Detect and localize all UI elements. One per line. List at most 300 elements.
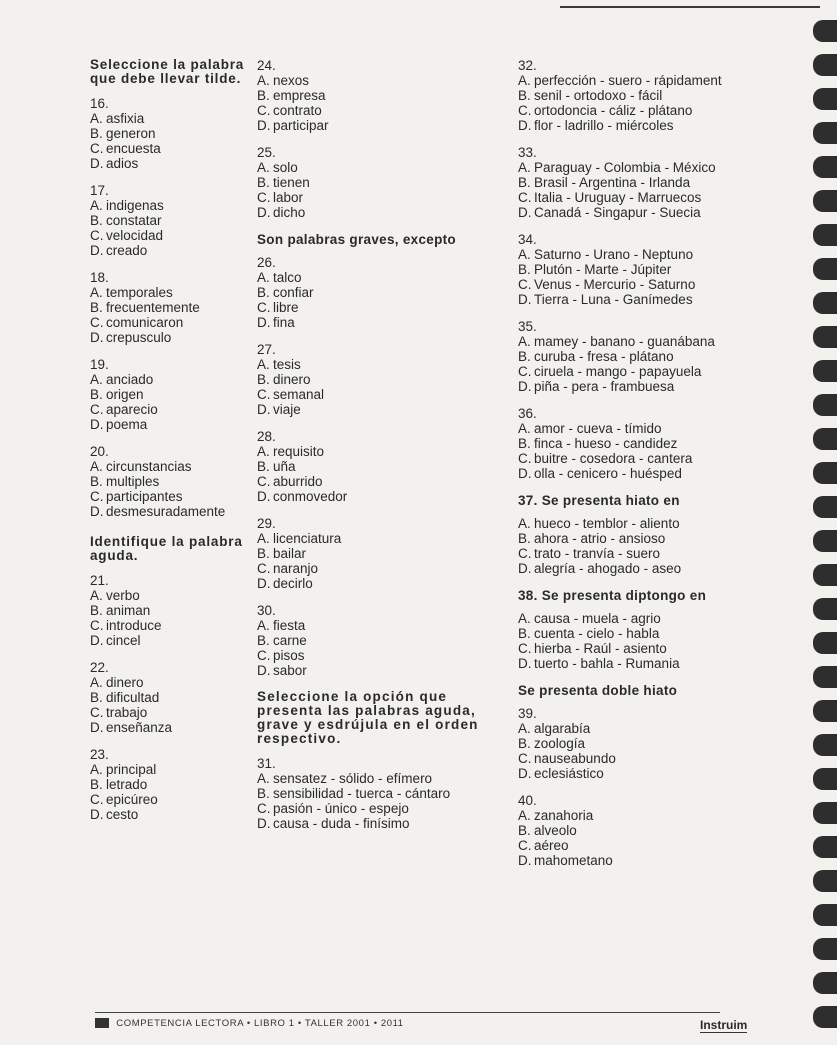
answer-option[interactable] [518, 118, 753, 133]
answer-option[interactable] [90, 807, 275, 822]
question-group [518, 58, 753, 481]
answer-option[interactable] [257, 633, 512, 648]
answer-option[interactable] [518, 516, 753, 531]
option-text: bailar [273, 546, 307, 561]
option-text: comunicaron [106, 315, 184, 330]
question-number: 33. [518, 145, 537, 160]
option-letter: C. [257, 648, 271, 663]
option-letter: B. [257, 459, 270, 474]
question-group [257, 255, 512, 678]
answer-option[interactable] [257, 576, 512, 591]
answer-option[interactable] [90, 330, 275, 345]
option-letter: D. [90, 720, 104, 735]
option-letter: A. [90, 459, 103, 474]
answer-option[interactable] [90, 792, 275, 807]
binding-tab [813, 700, 837, 722]
option-text: curuba - fresa - plátano [534, 349, 674, 364]
option-letter: B. [518, 436, 531, 451]
answer-option[interactable] [518, 277, 753, 292]
column-1 [90, 58, 275, 834]
answer-option[interactable] [518, 349, 753, 364]
question-group [90, 573, 275, 822]
option-text: senil - ortodoxo - fácil [534, 88, 663, 103]
question-item [518, 319, 753, 394]
option-text: amor - cueva - tímido [534, 421, 662, 436]
answer-option[interactable] [90, 504, 275, 519]
option-letter: A. [90, 588, 103, 603]
binding-tab [813, 20, 837, 42]
option-text: algarabía [534, 721, 591, 736]
question-number: 20. [90, 444, 109, 459]
answer-option[interactable] [518, 364, 753, 379]
binding-tab [813, 564, 837, 586]
answer-option[interactable] [518, 175, 753, 190]
option-text: causa - duda - finísimo [273, 816, 410, 831]
answer-option[interactable] [90, 198, 275, 213]
option-letter: C. [257, 103, 271, 118]
answer-option[interactable] [518, 561, 753, 576]
option-letter: A. [257, 771, 270, 786]
option-text: poema [106, 417, 148, 432]
answer-option[interactable] [90, 603, 275, 618]
option-text: alveolo [534, 823, 577, 838]
option-letter: D. [518, 656, 532, 671]
option-letter: A. [518, 334, 531, 349]
answer-option[interactable] [90, 633, 275, 648]
option-text: aéreo [534, 838, 569, 853]
option-letter: C. [518, 103, 532, 118]
answer-option[interactable] [90, 762, 275, 777]
answer-option[interactable] [90, 243, 275, 258]
answer-option[interactable] [90, 474, 275, 489]
question-number: 18. [90, 270, 109, 285]
option-letter: C. [257, 561, 271, 576]
option-letter: B. [257, 546, 270, 561]
option-letter: C. [518, 277, 532, 292]
option-text: sensibilidad - tuerca - cántaro [273, 786, 451, 801]
answer-option[interactable] [257, 648, 512, 663]
section-heading-tilde: Seleccione la palabra que debe llevar tilde. [90, 57, 245, 86]
publisher-logo-icon [95, 1018, 109, 1028]
answer-option[interactable] [90, 126, 275, 141]
binding-tab [813, 292, 837, 314]
answer-option[interactable] [90, 141, 275, 156]
answer-option[interactable] [518, 247, 753, 262]
option-letter: C. [90, 618, 104, 633]
option-text: mahometano [534, 853, 613, 868]
section-heading-hiato: 37. Se presenta hiato en [518, 493, 680, 508]
answer-option[interactable] [90, 213, 275, 228]
option-letter: B. [257, 372, 270, 387]
question-item [257, 429, 512, 504]
answer-option[interactable] [518, 88, 753, 103]
answer-option[interactable] [90, 618, 275, 633]
option-text: cesto [106, 807, 139, 822]
answer-option[interactable] [257, 402, 512, 417]
question-38 [518, 611, 753, 671]
option-text: frecuentemente [106, 300, 200, 315]
option-text: solo [273, 160, 298, 175]
option-text: carne [273, 633, 307, 648]
option-text: ciruela - mango - papayuela [534, 364, 702, 379]
question-item [90, 357, 275, 432]
answer-option[interactable] [257, 474, 512, 489]
column-3 [518, 58, 753, 880]
answer-option[interactable] [257, 387, 512, 402]
option-text: semanal [273, 387, 325, 402]
option-text: letrado [106, 777, 148, 792]
option-letter: B. [257, 285, 270, 300]
answer-option[interactable] [518, 190, 753, 205]
answer-option[interactable] [518, 160, 753, 175]
option-text: confiar [273, 285, 314, 300]
answer-option[interactable] [257, 618, 512, 633]
option-text: verbo [106, 588, 140, 603]
option-letter: D. [90, 417, 104, 432]
answer-option[interactable] [257, 801, 512, 816]
option-text: ahora - atrio - ansioso [534, 531, 666, 546]
answer-option[interactable] [518, 838, 753, 853]
option-letter: A. [257, 73, 270, 88]
answer-option[interactable] [518, 808, 753, 823]
option-text: Canadá - Singapur - Suecia [534, 205, 701, 220]
question-number: 26. [257, 255, 276, 270]
answer-option[interactable] [90, 315, 275, 330]
option-text: aburrido [273, 474, 323, 489]
option-text: tuerto - bahla - Rumania [534, 656, 680, 671]
answer-option[interactable] [90, 156, 275, 171]
option-letter: A. [90, 111, 103, 126]
option-letter: C. [90, 792, 104, 807]
option-text: asfixia [106, 111, 145, 126]
option-letter: D. [257, 816, 271, 831]
answer-option[interactable] [257, 786, 512, 801]
binding-tab [813, 972, 837, 994]
option-text: hueco - temblor - aliento [534, 516, 680, 531]
answer-option[interactable] [257, 285, 512, 300]
question-item [90, 573, 275, 648]
answer-option[interactable] [90, 705, 275, 720]
option-letter: A. [90, 372, 103, 387]
answer-option[interactable] [518, 546, 753, 561]
binding-tab [813, 88, 837, 110]
option-letter: A. [257, 270, 270, 285]
question-number: 19. [90, 357, 109, 372]
option-text: dicho [273, 205, 306, 220]
answer-option[interactable] [90, 777, 275, 792]
option-letter: D. [518, 205, 532, 220]
answer-option[interactable] [90, 489, 275, 504]
answer-option[interactable] [90, 417, 275, 432]
answer-option[interactable] [90, 459, 275, 474]
option-letter: B. [518, 626, 531, 641]
binding-tab [813, 836, 837, 858]
option-text: animan [106, 603, 151, 618]
option-text: nexos [273, 73, 310, 88]
question-item [257, 145, 512, 220]
answer-option[interactable] [518, 262, 753, 277]
option-letter: A. [518, 516, 531, 531]
option-text: ortodoncia - cáliz - plátano [534, 103, 693, 118]
binding-tab [813, 870, 837, 892]
answer-option[interactable] [518, 205, 753, 220]
footer-rule [95, 1012, 720, 1013]
option-text: sensatez - sólido - efímero [273, 771, 433, 786]
answer-option[interactable] [518, 611, 753, 626]
question-item [257, 516, 512, 591]
question-number: 36. [518, 406, 537, 421]
answer-option[interactable] [257, 88, 512, 103]
question-number: 40. [518, 793, 537, 808]
binding-tab [813, 666, 837, 688]
option-letter: B. [518, 349, 531, 364]
answer-option[interactable] [518, 736, 753, 751]
option-letter: D. [90, 243, 104, 258]
answer-option[interactable] [257, 372, 512, 387]
option-letter: C. [257, 190, 271, 205]
answer-option[interactable] [518, 379, 753, 394]
option-text: introduce [106, 618, 162, 633]
question-item [518, 706, 753, 781]
answer-option[interactable] [518, 531, 753, 546]
option-text: empresa [273, 88, 326, 103]
option-text: aparecio [106, 402, 158, 417]
answer-option[interactable] [257, 357, 512, 372]
binding-tab [813, 394, 837, 416]
option-letter: B. [257, 175, 270, 190]
option-letter: C. [518, 364, 532, 379]
option-text: uña [273, 459, 296, 474]
answer-option[interactable] [518, 466, 753, 481]
answer-option[interactable] [90, 285, 275, 300]
answer-option[interactable] [518, 103, 753, 118]
option-letter: D. [257, 315, 271, 330]
option-text: dinero [273, 372, 311, 387]
option-letter: C. [90, 315, 104, 330]
option-text: flor - ladrillo - miércoles [534, 118, 674, 133]
option-text: circunstancias [106, 459, 192, 474]
option-letter: B. [90, 300, 103, 315]
answer-option[interactable] [90, 372, 275, 387]
answer-option[interactable] [518, 292, 753, 307]
option-text: Saturno - Urano - Neptuno [534, 247, 694, 262]
option-text: indigenas [106, 198, 164, 213]
option-letter: B. [518, 531, 531, 546]
question-group [90, 96, 275, 519]
option-letter: D. [257, 576, 271, 591]
answer-option[interactable] [90, 720, 275, 735]
option-text: causa - muela - agrio [534, 611, 661, 626]
question-item [518, 145, 753, 220]
answer-option[interactable] [257, 175, 512, 190]
answer-option[interactable] [257, 546, 512, 561]
answer-option[interactable] [257, 561, 512, 576]
option-text: enseñanza [106, 720, 173, 735]
binding-tab [813, 734, 837, 756]
option-text: desmesuradamente [106, 504, 226, 519]
answer-option[interactable] [90, 690, 275, 705]
option-text: buitre - cosedora - cantera [534, 451, 693, 466]
question-item [90, 444, 275, 519]
option-letter: B. [518, 175, 531, 190]
option-letter: B. [257, 88, 270, 103]
question-item [518, 793, 753, 868]
answer-option[interactable] [257, 205, 512, 220]
question-number: 17. [90, 183, 109, 198]
answer-option[interactable] [90, 111, 275, 126]
option-text: epicúreo [106, 792, 158, 807]
option-text: olla - cenicero - huésped [534, 466, 682, 481]
answer-option[interactable] [257, 816, 512, 831]
option-text: trato - tranvía - suero [534, 546, 661, 561]
option-text: zanahoria [534, 808, 594, 823]
option-letter: B. [90, 387, 103, 402]
option-letter: C. [90, 141, 104, 156]
option-text: cuenta - cielo - habla [534, 626, 660, 641]
option-text: finca - hueso - candidez [534, 436, 678, 451]
binding-tab [813, 904, 837, 926]
option-letter: D. [90, 807, 104, 822]
answer-option[interactable] [90, 387, 275, 402]
answer-option[interactable] [257, 73, 512, 88]
question-number: 28. [257, 429, 276, 444]
option-text: Plutón - Marte - Júpiter [534, 262, 672, 277]
option-letter: D. [257, 118, 271, 133]
answer-option[interactable] [518, 751, 753, 766]
answer-option[interactable] [90, 300, 275, 315]
answer-option[interactable] [257, 103, 512, 118]
question-item [90, 183, 275, 258]
question-number: 23. [90, 747, 109, 762]
option-text: fiesta [273, 618, 306, 633]
answer-option[interactable] [518, 436, 753, 451]
option-text: pasión - único - espejo [273, 801, 409, 816]
option-letter: C. [257, 387, 271, 402]
answer-option[interactable] [257, 300, 512, 315]
binding-tab [813, 496, 837, 518]
answer-option[interactable] [257, 771, 512, 786]
answer-option[interactable] [518, 626, 753, 641]
answer-option[interactable] [257, 531, 512, 546]
option-letter: D. [518, 853, 532, 868]
question-number: 27. [257, 342, 276, 357]
binding-edge [807, 0, 837, 1045]
answer-option[interactable] [90, 228, 275, 243]
answer-option[interactable] [518, 766, 753, 781]
answer-option[interactable] [518, 853, 753, 868]
answer-option[interactable] [257, 489, 512, 504]
option-letter: C. [257, 300, 271, 315]
brand-label: Instruim [700, 1018, 748, 1032]
option-letter: A. [257, 444, 270, 459]
option-letter: C. [90, 228, 104, 243]
option-text: conmovedor [273, 489, 348, 504]
answer-option[interactable] [90, 402, 275, 417]
option-text: generon [106, 126, 156, 141]
answer-option[interactable] [518, 721, 753, 736]
question-item [90, 747, 275, 822]
option-text: pisos [273, 648, 305, 663]
option-letter: A. [518, 73, 531, 88]
option-letter: D. [518, 466, 532, 481]
question-group [518, 706, 753, 868]
option-text: Italia - Uruguay - Marruecos [534, 190, 702, 205]
option-letter: B. [90, 603, 103, 618]
question-item [90, 96, 275, 171]
question-item [90, 660, 275, 735]
option-letter: B. [90, 126, 103, 141]
answer-option[interactable] [518, 73, 753, 88]
option-text: anciado [106, 372, 154, 387]
option-letter: A. [518, 808, 531, 823]
option-text: crepusculo [106, 330, 172, 345]
answer-option[interactable] [257, 459, 512, 474]
answer-option[interactable] [518, 656, 753, 671]
section-heading-diptongo: 38. Se presenta diptongo en [518, 588, 707, 603]
top-rule [560, 6, 820, 8]
answer-option[interactable] [518, 451, 753, 466]
question-group [257, 756, 512, 831]
answer-option[interactable] [90, 588, 275, 603]
option-text: Tierra - Luna - Ganímedes [534, 292, 693, 307]
answer-option[interactable] [518, 421, 753, 436]
option-text: temporales [106, 285, 173, 300]
answer-option[interactable] [257, 190, 512, 205]
option-text: Paraguay - Colombia - México [534, 160, 716, 175]
question-number: 31. [257, 756, 276, 771]
answer-option[interactable] [257, 663, 512, 678]
option-text: requisito [273, 444, 325, 459]
option-text: participantes [106, 489, 183, 504]
binding-tab [813, 598, 837, 620]
answer-option[interactable] [518, 334, 753, 349]
option-letter: B. [90, 474, 103, 489]
question-37 [518, 516, 753, 576]
option-text: velocidad [106, 228, 164, 243]
answer-option[interactable] [257, 315, 512, 330]
option-letter: D. [257, 489, 271, 504]
option-letter: C. [257, 801, 271, 816]
option-letter: D. [90, 330, 104, 345]
footer [95, 1018, 715, 1029]
option-letter: D. [518, 766, 532, 781]
answer-option[interactable] [257, 160, 512, 175]
option-letter: D. [518, 379, 532, 394]
option-letter: A. [257, 357, 270, 372]
option-text: fina [273, 315, 295, 330]
binding-tab [813, 1006, 837, 1028]
option-letter: C. [257, 474, 271, 489]
answer-option[interactable] [518, 641, 753, 656]
option-text: hierba - Raúl - asiento [534, 641, 667, 656]
binding-tab [813, 156, 837, 178]
answer-option[interactable] [90, 675, 275, 690]
option-text: cincel [106, 633, 141, 648]
answer-option[interactable] [257, 270, 512, 285]
section-heading-doble-hiato: Se presenta doble hiato [518, 683, 678, 698]
answer-option[interactable] [257, 118, 512, 133]
answer-option[interactable] [257, 444, 512, 459]
option-letter: A. [518, 421, 531, 436]
option-letter: B. [90, 777, 103, 792]
binding-tab [813, 122, 837, 144]
option-letter: A. [90, 285, 103, 300]
option-text: multiples [106, 474, 160, 489]
option-letter: C. [518, 190, 532, 205]
option-text: contrato [273, 103, 322, 118]
option-letter: D. [518, 561, 532, 576]
answer-option[interactable] [518, 823, 753, 838]
